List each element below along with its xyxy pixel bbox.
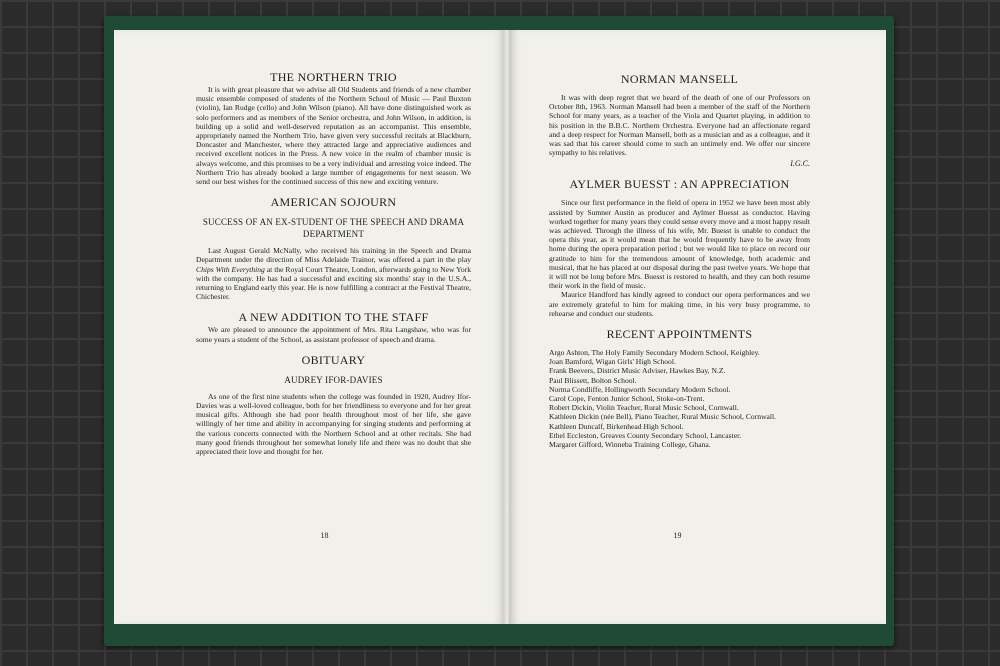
northern-trio-text: It is with great pleasure that we advise all Old Students and friends of a new chamber music ensemble composed of students of the Northern School of Music — Paul Buxton (violin), Ian Rudge (cello) and John Wilson (piano). All have done distinguished work as solo performers and as members of the Senior orchestra, and John Wilson, in addition, is building up a solid and well-deserved reputation as an accompanist. This ensemble, appropriately named the Northern Trio, have given very successful recitals at Blackburn, Doncaster and Manchester, where they attracted large and appreciative audiences and received excellent notices in the Press. A new voice in the realm of chamber music is always welcome, and this promises to be a very individual and arresting voice indeed. The Northern Trio has already booked a large number of engagements for next season. We send our best wishes for the continued success of this new and exciting venture.	[196, 85, 471, 187]
norman-mansell-text: It was with deep regret that we heard of the death of one of our Professors on October 8th, 1963. Norman Mansell had been a member of the staff of the Northern School for many years, as a teacher of the Viola and Quartet playing, in addition to his position in the B.B.C. Northern Orchestra. Everyone had an affectionate regard and a deep respect for Norman Mansell, both as a musician and as a colleague, and it was sad that his career should come to such an untimely end. We offer our sincere sympathy to his relatives.	[549, 93, 810, 158]
list-item: Argo Ashton, The Holy Family Secondary Modern School, Keighley.	[549, 348, 760, 358]
american-sojourn-heading: AMERICAN SOJOURN	[270, 195, 397, 210]
buesst-heading: AYLMER BUESST : AN APPRECIATION	[569, 177, 790, 192]
buesst-text-1: Since our first performance in the field of opera in 1952 we have been most ably assisted by Sumner Austin as producer and Aylmer Buesst as conductor. Having worked together for many years they could sense every move and a most happy result was achieved. Through the illness of his wife, Mr. Buesst is unable to conduct the opera this year, as it would mean that he would frequently have to be away from home during the opera preparation period ; but we would like to place on record our gratitude to him for the tremendous amount of knowledge, both academic and musical, that he has placed at our disposal during the past twelve years. We hope that it will not be long before Mrs. Buesst is restored to health, and they can both resume their work in the field of music.	[549, 198, 810, 291]
appointments-heading: RECENT APPOINTMENTS	[606, 327, 753, 342]
list-item: Margaret Gifford, Winneba Training College, Ghana.	[549, 440, 711, 450]
list-item: Ethel Eccleston, Greaves County Secondary School, Lancaster.	[549, 430, 742, 440]
page-number-left: 18	[320, 531, 329, 540]
new-staff-text: We are pleased to announce the appointment of Mrs. Rita Langshaw, who was for some years a student of the School, as assistant professor of speech and drama.	[196, 325, 471, 344]
page-number-right: 19	[673, 531, 682, 540]
american-sojourn-subheading: SUCCESS OF AN EX-STUDENT OF THE SPEECH AND DRAMA DEPARTMENT	[202, 217, 465, 240]
buesst-text-2: Maurice Handford has kindly agreed to conduct our opera performances and we are extremely grateful to him for making time, in his very busy programme, to rehearse and conduct our students.	[549, 290, 810, 318]
list-item: Joan Bamford, Wigan Girls' High School.	[549, 357, 676, 367]
list-item: Robert Dickin, Violin Teacher, Rural Music School, Cornwall.	[549, 403, 739, 413]
appointments-list	[549, 348, 810, 449]
list-item: Norma Condliffe, Hollingworth Secondary Modern School.	[549, 384, 731, 394]
american-sojourn-text: Last August Gerald McNally, who received his training in the Speech and Drama Department under the direction of Miss Adelaide Trainor, was offered a part in the play Chips With Everything at the Royal Court Theatre, London, afterwards going to New York with the company. He has had a successful and exciting six months' stay in the U.S.A., returning to England early this year. He is now fulfilling a contract at the Festival Theatre, Chichester.	[196, 246, 471, 302]
play-title: Chips With Everything	[196, 264, 265, 274]
norman-mansell-heading: NORMAN MANSELL	[620, 72, 739, 86]
right-page	[509, 30, 886, 624]
obituary-heading: OBITUARY	[301, 352, 366, 367]
obituary-text: As one of the first nine students when the college was founded in 1920, Audrey Ifor-Davies was a well-loved colleague, both for her friendliness to everyone and for her great musical gifts. Although she had poor health throughout most of her life, she gave willingly of her time and ability in accompanying for singing students and performing at the various concerts connected with the Northern School and at other recitals. She had many good friends throughout her somewhat lonely life and there was no doubt that she appreciated their love and thought for her.	[196, 391, 471, 457]
obituary-name: AUDREY IFOR-DAVIES	[284, 374, 383, 385]
new-staff-heading: A NEW ADDITION TO THE STAFF	[238, 310, 429, 325]
list-item: Carol Cope, Fenton Junior School, Stoke-on-Trent.	[549, 394, 705, 404]
mansell-signature: I.G.C.	[790, 159, 810, 169]
list-item: Frank Beevers, District Music Adviser, Hawkes Bay, N.Z.	[549, 366, 726, 376]
left-page	[114, 30, 505, 624]
northern-trio-heading: THE NORTHERN TRIO	[270, 70, 397, 84]
list-item: Paul Blissett, Bolton School.	[549, 375, 637, 385]
list-item: Kathleen Duncalf, Birkenhead High School.	[549, 421, 684, 431]
list-item: Kathleen Dickin (née Bell), Piano Teacher, Rural Music School, Cornwall.	[549, 412, 776, 422]
